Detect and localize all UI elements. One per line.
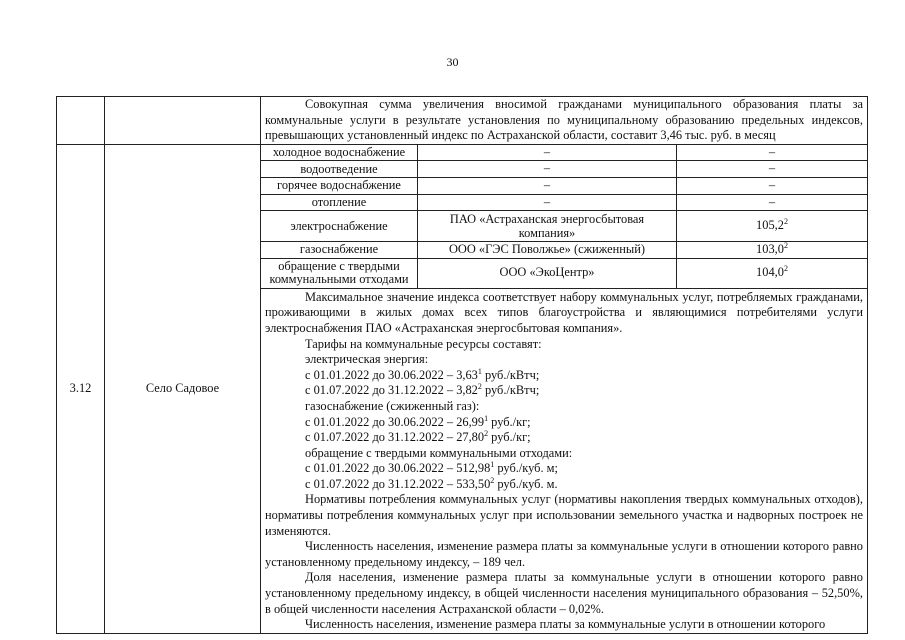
service-name: водоотведение — [261, 161, 418, 178]
note-paragraph: Нормативы потребления коммунальных услуг (нормативы накопления твердых коммунальных отходов), нормативы потребления коммунальных услуг при использовании земельного участка и надворных построек не изменяются. — [265, 492, 863, 538]
service-index: – — [677, 161, 868, 178]
service-index — [677, 211, 868, 242]
notes-cell — [261, 288, 868, 633]
service-name: холодное водоснабжение — [261, 144, 418, 161]
tariff-unit: руб./кВтч; — [481, 367, 540, 382]
section-number: 3.12 — [57, 144, 105, 633]
tariff-unit: руб./кВтч; — [481, 383, 540, 398]
service-name: отопление — [261, 194, 418, 211]
summary-text: Совокупная сумма увеличения вносимой гражданами муниципального образования платы за коммунальные услуги в результате установления по муниципальному образованию предельных индексов, превышающих установленный индекс по Астраханской области, составит 3,46 тыс. руб. в месяц — [265, 97, 863, 143]
tariff-unit: руб./кг; — [488, 414, 531, 429]
note-paragraph: Максимальное значение индекса соответствует набору коммунальных услуг, потребляемых гражданами, проживающими в жилых домах всех типов благоустройства и являющимися потребителями услуги электроснабжения ПАО «Астраханская энергосбытовая компания». — [265, 289, 863, 335]
tariffs-intro: Тарифы на коммунальные ресурсы составят: — [305, 336, 542, 351]
service-provider: ООО «ГЭС Поволжье» (сжиженный) — [418, 242, 677, 259]
service-name: газоснабжение — [261, 242, 418, 259]
tariff-text: с 01.01.2022 до 30.06.2022 – 3,63 — [305, 367, 478, 382]
footnote-mark: 2 — [783, 264, 788, 274]
service-provider: – — [418, 194, 677, 211]
index-value: 103,0 — [756, 242, 784, 257]
tariff-line — [305, 368, 863, 384]
service-provider: – — [418, 161, 677, 178]
service-index: – — [677, 144, 868, 161]
footnote-mark: 2 — [783, 241, 788, 251]
tariff-text: с 01.07.2022 до 31.12.2022 – 533,50 — [305, 476, 491, 491]
note-paragraph: Численность населения, изменение размера платы за коммунальные услуги в отношении которого равно установленному предельному индексу, – 189 чел. — [265, 539, 863, 569]
service-index — [677, 242, 868, 259]
footnote-mark: 2 — [484, 429, 489, 439]
footnote-mark: 2 — [490, 475, 495, 485]
tariff-text: с 01.01.2022 до 30.06.2022 – 26,99 — [305, 414, 485, 429]
tariff-line — [305, 430, 863, 446]
electric-title: электрическая энергия: — [305, 352, 429, 367]
service-provider: ПАО «Астраханская энергосбытовая компания» — [418, 211, 677, 242]
service-index: – — [677, 194, 868, 211]
tariff-unit: руб./куб. м; — [494, 461, 558, 476]
empty-number-cell — [57, 97, 105, 145]
indices-table — [56, 96, 868, 634]
tariff-unit: руб./кг; — [488, 430, 531, 445]
summary-row — [57, 97, 868, 145]
tariff-text: с 01.01.2022 до 30.06.2022 – 512,98 — [305, 461, 491, 476]
footnote-mark: 1 — [484, 413, 489, 423]
footnote-mark: 1 — [490, 460, 495, 470]
service-name: электроснабжение — [261, 211, 418, 242]
service-provider: – — [418, 177, 677, 194]
tariff-line — [305, 415, 863, 431]
tariff-unit: руб./куб. м. — [494, 476, 558, 491]
footnote-mark: 1 — [477, 366, 482, 376]
service-provider: – — [418, 144, 677, 161]
note-paragraph: Доля населения, изменение размера платы за коммунальные услуги в отношении которого равно установленному предельному индексу, в общей численности населения муниципального образования – 52,50%, в общей численности населения Астраханской области – 0,02%. — [265, 570, 863, 616]
gas-title: газоснабжение (сжиженный газ): — [305, 398, 480, 413]
footnote-mark: 2 — [783, 217, 788, 227]
footnote-mark: 2 — [477, 382, 482, 392]
service-name: обращение с твердыми коммунальными отходами — [261, 258, 418, 288]
note-paragraph: Численность населения, изменение размера платы за коммунальные услуги в отношении которого — [305, 617, 826, 632]
empty-place-cell — [105, 97, 261, 145]
section-name: Село Садовое — [105, 144, 261, 633]
tariff-text: с 01.07.2022 до 31.12.2022 – 3,82 — [305, 383, 478, 398]
service-provider: ООО «ЭкоЦентр» — [418, 258, 677, 288]
tariff-line — [305, 383, 863, 399]
tariff-line — [305, 461, 863, 477]
tariff-line — [305, 477, 863, 493]
service-index — [677, 258, 868, 288]
service-index: – — [677, 177, 868, 194]
service-name: горячее водоснабжение — [261, 177, 418, 194]
index-value: 104,0 — [756, 265, 784, 280]
index-value: 105,2 — [756, 218, 784, 233]
service-row — [57, 144, 868, 161]
page-number: 30 — [446, 55, 459, 69]
summary-cell — [261, 97, 868, 145]
tariff-text: с 01.07.2022 до 31.12.2022 – 27,80 — [305, 430, 485, 445]
waste-title: обращение с твердыми коммунальными отходами: — [305, 445, 573, 460]
